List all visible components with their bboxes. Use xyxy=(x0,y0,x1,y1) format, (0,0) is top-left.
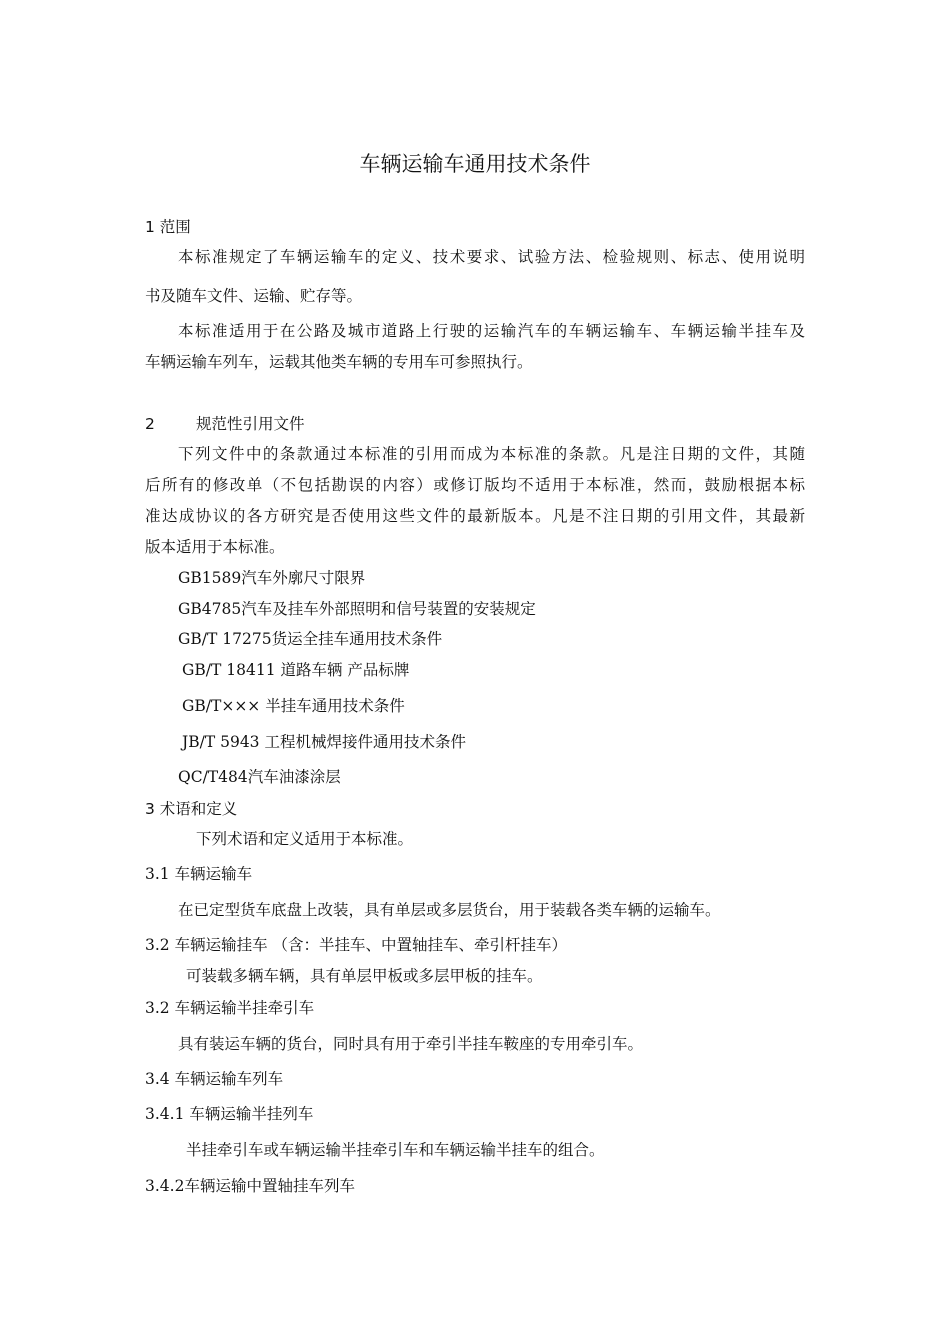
scope-paragraph-1-line-2: 书及随车文件、运输、贮存等。 xyxy=(145,287,363,305)
section-2-heading-text: 规范性引用文件 xyxy=(196,415,305,433)
term-3-4-1-definition: 半挂牵引车或车辆运输半挂牵引车和车辆运输半挂车的组合。 xyxy=(186,1141,605,1159)
term-3-4-heading: 3.4 车辆运输车列车 xyxy=(145,1070,284,1088)
section-3-heading: 3 术语和定义 xyxy=(145,800,238,818)
term-3-2-tractor-definition: 具有装运车辆的货台，同时具有用于牵引半挂车鞍座的专用牵引车。 xyxy=(178,1035,644,1053)
reference-item: GB/T××× 半挂车通用技术条件 xyxy=(182,697,405,715)
references-paragraph-line-2: 后所有的修改单（不包括勘误的内容）或修订版均不适用于本标准，然而，鼓励根据本标 xyxy=(145,476,805,494)
reference-item: JB/T 5943 工程机械焊接件通用技术条件 xyxy=(182,733,466,751)
section-1-heading: 1 范围 xyxy=(145,218,191,236)
reference-item: GB/T 18411 道路车辆 产品标牌 xyxy=(182,661,410,679)
scope-paragraph-2-line-1: 本标准适用于在公路及城市道路上行驶的运输汽车的车辆运输车、车辆运输半挂车及 xyxy=(178,322,805,340)
scope-paragraph-2-line-2: 车辆运输车列车，运载其他类车辆的专用车可参照执行。 xyxy=(145,353,533,371)
references-paragraph-line-4: 版本适用于本标准。 xyxy=(145,538,285,556)
scope-paragraph-1-line-1: 本标准规定了车辆运输车的定义、技术要求、试验方法、检验规则、标志、使用说明 xyxy=(178,248,805,266)
terms-intro: 下列术语和定义适用于本标准。 xyxy=(196,830,414,848)
section-2-heading-number: 2 xyxy=(145,415,155,433)
references-paragraph-line-3: 准达成协议的各方研究是否使用这些文件的最新版本。凡是不注日期的引用文件，其最新 xyxy=(145,507,805,525)
term-3-2-trailer-heading: 3.2 车辆运输挂车 （含：半挂车、中置轴挂车、牵引杆挂车） xyxy=(145,936,568,954)
reference-item: GB4785汽车及挂车外部照明和信号装置的安装规定 xyxy=(178,600,536,618)
references-paragraph-line-1: 下列文件中的条款通过本标准的引用而成为本标准的条款。凡是注日期的文件，其随 xyxy=(178,445,805,463)
reference-item: GB1589汽车外廓尺寸限界 xyxy=(178,569,366,587)
reference-item: QC/T484汽车油漆涂层 xyxy=(178,768,341,786)
document-title: 车辆运输车通用技术条件 xyxy=(359,152,591,176)
term-3-4-2-heading: 3.4.2车辆运输中置轴挂车列车 xyxy=(145,1177,355,1195)
term-3-4-1-heading: 3.4.1 车辆运输半挂列车 xyxy=(145,1105,314,1123)
term-3-2-trailer-definition: 可装载多辆车辆，具有单层甲板或多层甲板的挂车。 xyxy=(186,967,543,985)
term-3-1-definition: 在已定型货车底盘上改装，具有单层或多层货台，用于装载各类车辆的运输车。 xyxy=(178,901,721,919)
term-3-2-tractor-heading: 3.2 车辆运输半挂牵引车 xyxy=(145,999,315,1017)
reference-item: GB/T 17275货运全挂车通用技术条件 xyxy=(178,630,443,648)
term-3-1-heading: 3.1 车辆运输车 xyxy=(145,865,253,883)
